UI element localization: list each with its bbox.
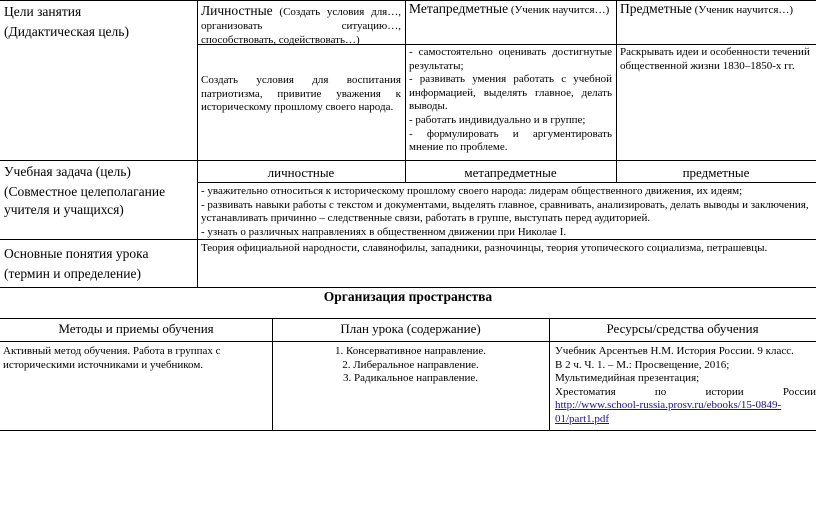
subject-header: Предметные [620,2,692,16]
meta-item: - формулировать и аргументировать мнение по проблеме. [409,127,612,154]
t2-header-bottom [0,341,816,342]
col-personal: личностные [267,165,335,180]
t1-col-line-1 [197,0,198,287]
meta-item: - развивать умения работать с учебной информацией, выделять главное, делать выводы. [409,73,612,113]
subject-header-note: (Ученик научится…) [694,4,794,16]
goal-title: Цели занятия [4,4,82,19]
t1-row3-subheader-line [197,182,816,183]
resource-link-cont[interactable]: 01/part1.pdf [555,412,610,425]
concepts-subtitle: (термин и определение) [4,266,141,281]
methods-text: Активный метод обучения. Работа в группах с историческими источниками и учебником. [3,345,221,371]
task-items [201,185,816,239]
task-item: - узнать о различных направлениях в общественном движении при Николае I. [201,225,567,238]
header-plan: План урока (содержание) [340,321,481,336]
resource-textbook: Учебник Арсентьев Н.М. История России. 9 класс. [555,345,794,357]
resource-reader [555,386,816,400]
meta-item: - работать индивидуально и в группе; [409,113,586,126]
meta-header: Метапредметные [409,1,509,16]
plan-item: 1. Консервативное направление. [335,345,486,357]
t1-row3-top [0,160,816,161]
goal-subtitle: (Дидактическая цель) [4,24,129,39]
concepts-text: Теория официальной народности, славянофилы, западники, разночинцы, теория утопического социализма, петрашевцы. [201,242,768,254]
col-meta: метапредметные [464,165,557,180]
concepts-title: Основные понятия урока [4,246,149,261]
meta-header-note: (Ученик научится…) [510,4,610,16]
task-subtitle: (Совместное целеполагание учителя и учащихся) [4,184,166,217]
personal-header: Личностные [201,3,273,18]
plan-item: 3. Радикальное направление. [342,372,479,385]
task-item: - развивать навыки работы с текстом и документами, выделять главное, сравнивать, анализировать, делать выводы и заключения, устанавливать причинно – следственные связи, работать в группе, выступать перед аудиторией. [201,198,809,225]
resources [555,345,816,427]
t1-col-line-2 [405,0,406,183]
t1-col-line-3 [616,0,617,183]
t2-border-bottom [0,430,816,431]
resource-reader-word: Хрестоматия [555,385,616,398]
t2-border-top [0,318,816,319]
resource-edition: В 2 ч. Ч. 1. – М.: Просвещение, 2016; [555,358,730,371]
subject-text: Раскрывать идеи и особенности течений общественной жизни 1830–1850-х гг. [620,46,810,72]
resource-link[interactable]: http://www.school-russia.prosv.ru/ebooks/15-0849- [555,399,782,412]
task-item: - уважительно относиться к историческому прошлому своего народа: лидерам общественного движения, их идеям; [201,185,743,197]
meta-items [409,46,612,155]
resource-reader-word: по [654,385,667,398]
t1-border-top [0,0,816,1]
personal-text: Создать условия для воспитания патриотизма, привитие уважения к историческому прошлому своего народа. [201,74,401,114]
resource-reader-word: истории [705,385,744,398]
header-resources: Ресурсы/средства обучения [606,321,759,336]
t1-border-bottom [0,287,816,288]
resource-reader-word: России [782,385,816,398]
meta-header-cell [409,2,612,18]
meta-item: - самостоятельно оценивать достигнутые результаты; [409,46,612,72]
section-title: Организация пространства [323,289,493,304]
plan-items [272,345,549,386]
resource-presentation: Мультимедийная презентация; [555,372,700,385]
subject-header-cell [620,2,816,18]
plan-item: 2. Либеральное направление. [342,358,479,371]
col-subject: предметные [682,165,750,180]
task-title: Учебная задача (цель) [4,164,131,179]
header-methods: Методы и приемы обучения [58,321,214,336]
personal-header-note: (Создать условия для…, организовать ситуацию…, способствовать, содействовать…) [201,6,401,46]
personal-header-cell [201,2,401,47]
